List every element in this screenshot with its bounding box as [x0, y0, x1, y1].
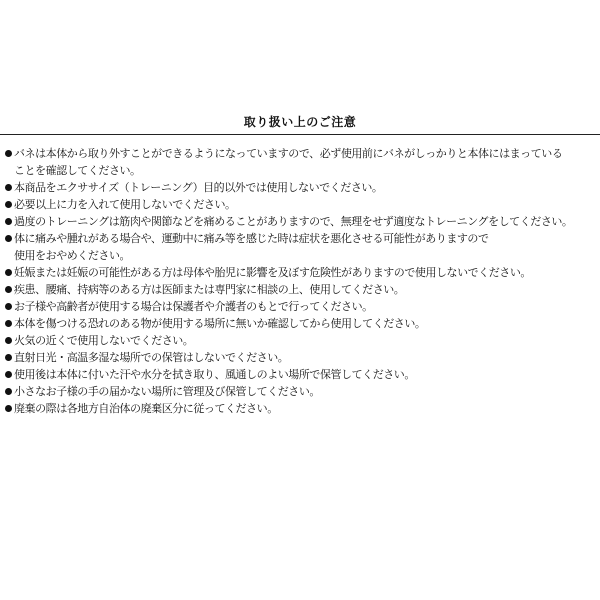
bullet-icon	[5, 303, 12, 310]
bullet-icon	[5, 201, 12, 208]
bullet-icon	[5, 354, 12, 361]
title-divider	[0, 134, 600, 135]
bullet-icon	[5, 337, 12, 344]
caution-text: 直射日光・高温多湿な場所での保管はしないでください。	[14, 351, 289, 364]
bullet-icon	[5, 269, 12, 276]
caution-item	[5, 349, 595, 366]
bullet-icon	[5, 371, 12, 378]
caution-item	[5, 281, 595, 298]
bullet-icon	[5, 235, 12, 242]
caution-text: 廃棄の際は各地方自治体の廃棄区分に従ってください。	[14, 402, 278, 415]
caution-text: バネは本体から取り外すことができるようになっていますので、必ず使用前にバネがしっかりと本体にはまっている	[14, 147, 563, 160]
caution-text: 小さなお子様の手の届かない場所に管理及び保管してください。	[14, 385, 320, 398]
caution-text: 必要以上に力を入れて使用しないでください。	[14, 198, 236, 211]
caution-text: 体に痛みや腫れがある場合や、運動中に痛み等を感じた時は症状を悪化させる可能性がありますので	[14, 232, 489, 245]
caution-item	[5, 383, 595, 400]
caution-list	[5, 145, 595, 417]
caution-text: 使用後は本体に付いた汗や水分を拭き取り、風通しのよい場所で保管してください。	[14, 368, 415, 381]
bullet-icon	[5, 405, 12, 412]
caution-item	[5, 213, 595, 230]
bullet-icon	[5, 286, 12, 293]
caution-item	[5, 230, 595, 264]
caution-item	[5, 298, 595, 315]
caution-text: 妊娠または妊娠の可能性がある方は母体や胎児に影響を及ぼす危険性がありますので使用しないでください。	[14, 266, 531, 279]
caution-item	[5, 332, 595, 349]
caution-item	[5, 145, 595, 179]
caution-text: 本商品をエクササイズ（トレーニング）目的以外では使用しないでください。	[14, 181, 383, 194]
caution-item	[5, 179, 595, 196]
caution-item	[5, 315, 595, 332]
caution-text: 使用をおやめください。	[14, 249, 131, 262]
caution-text: 疾患、腰痛、持病等のある方は医師または専門家に相談の上、使用してください。	[14, 283, 405, 296]
bullet-icon	[5, 218, 12, 225]
caution-text: 火気の近くで使用しないでください。	[14, 334, 194, 347]
bullet-icon	[5, 184, 12, 191]
caution-item	[5, 264, 595, 281]
caution-text: ことを確認してください。	[14, 164, 141, 177]
caution-item	[5, 366, 595, 383]
caution-item	[5, 196, 595, 213]
page-title: 取り扱い上のご注意	[243, 115, 357, 129]
bullet-icon	[5, 150, 12, 157]
bullet-icon	[5, 388, 12, 395]
caution-text: お子様や高齢者が使用する場合は保護者や介護者のもとで行ってください。	[14, 300, 373, 313]
bullet-icon	[5, 320, 12, 327]
caution-text: 本体を傷つける恐れのある物が使用する場所に無いか確認してから使用してください。	[14, 317, 426, 330]
caution-item	[5, 400, 595, 417]
caution-text: 過度のトレーニングは筋肉や関節などを痛めることがありますので、無理をせず適度なトレーニングをしてください。	[14, 215, 573, 228]
